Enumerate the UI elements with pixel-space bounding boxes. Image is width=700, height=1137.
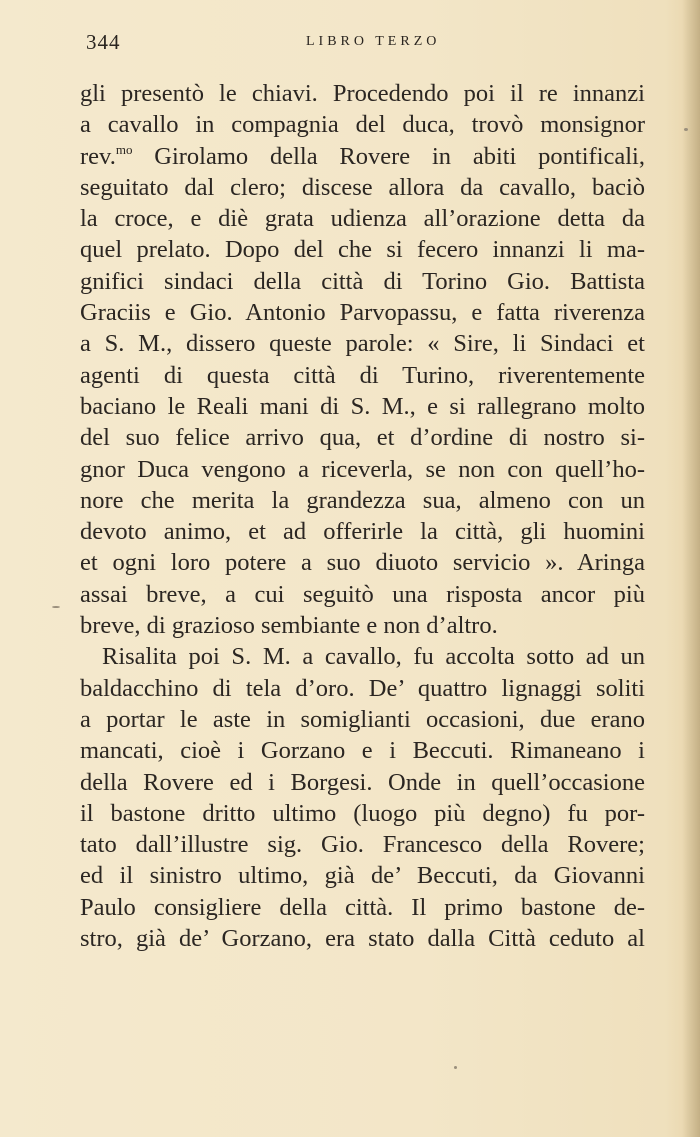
page-header (86, 30, 626, 54)
text-line (80, 141, 645, 172)
text-line: seguitato dal clero; discese allora da cavallo, baciò (80, 173, 645, 201)
page-number: 344 (86, 30, 121, 54)
text-line: nore che merita la grandezza sua, almeno con un (80, 486, 645, 514)
text-fragment: Girolamo della Rovere in abiti pontificali, (132, 142, 645, 170)
body-text (80, 78, 645, 954)
text-line: tato dall’illustre sig. Gio. Francesco della Rovere; (80, 831, 645, 859)
text-line: a S. M., dissero queste parole: « Sire, li Sindaci et (80, 330, 645, 358)
text-line: Graciis e Gio. Antonio Parvopassu, e fatta riverenza (80, 299, 645, 327)
text-line: quel prelato. Dopo del che si fecero innanzi li ma- (80, 236, 645, 264)
text-line: il bastone dritto ultimo (luogo più degno) fu por- (80, 799, 645, 827)
text-line: la croce, e diè grata udienza all’orazione detta da (80, 205, 645, 233)
running-head: LIBRO TERZO (306, 34, 441, 49)
paper-speck (454, 1066, 457, 1069)
text-line: del suo felice arrivo qua, et d’ordine di nostro si- (80, 424, 645, 452)
text-line: agenti di questa città di Turino, riverentemente (80, 361, 645, 389)
paper-speck (684, 128, 688, 131)
text-line: Paulo consigliere della città. Il primo bastone de- (80, 893, 645, 921)
text-line: gnor Duca vengono a riceverla, se non con quell’ho- (80, 455, 645, 483)
text-fragment: rev. (80, 142, 116, 170)
text-line: a portar le aste in somiglianti occasioni, due erano (80, 705, 645, 733)
text-line: della Rovere ed i Borgesi. Onde in quell’occasione (80, 768, 645, 796)
text-line: Risalita poi S. M. a cavallo, fu accolta sotto ad un (102, 643, 645, 671)
text-line: devoto animo, et ad offerirle la città, gli huomini (80, 518, 645, 546)
paper-speck (52, 606, 60, 608)
text-line: baldacchino di tela d’oro. De’ quattro lignaggi soliti (80, 674, 645, 702)
text-line: et ogni loro potere a suo diuoto servicio ». Aringa (80, 549, 645, 577)
text-line: mancati, cioè i Gorzano e i Beccuti. Rimaneano i (80, 737, 645, 765)
superscript: mo (115, 141, 133, 157)
text-line: a cavallo in compagnia del duca, trovò monsignor (80, 111, 645, 139)
page-edge-shadow (682, 0, 700, 1137)
text-line: assai breve, a cui seguitò una risposta ancor più (80, 580, 645, 608)
text-line: stro, già de’ Gorzano, era stato dalla Città ceduto al (80, 925, 645, 953)
text-line: breve, di grazioso sembiante e non d’altro. (80, 612, 498, 640)
text-line: gli presentò le chiavi. Procedendo poi il re innanzi (80, 80, 645, 107)
text-line: baciano le Reali mani di S. M., e si rallegrano molto (80, 392, 645, 420)
text-line: gnifici sindaci della città di Torino Gio. Battista (80, 267, 645, 295)
text-line: ed il sinistro ultimo, già de’ Beccuti, da Giovanni (80, 862, 645, 890)
